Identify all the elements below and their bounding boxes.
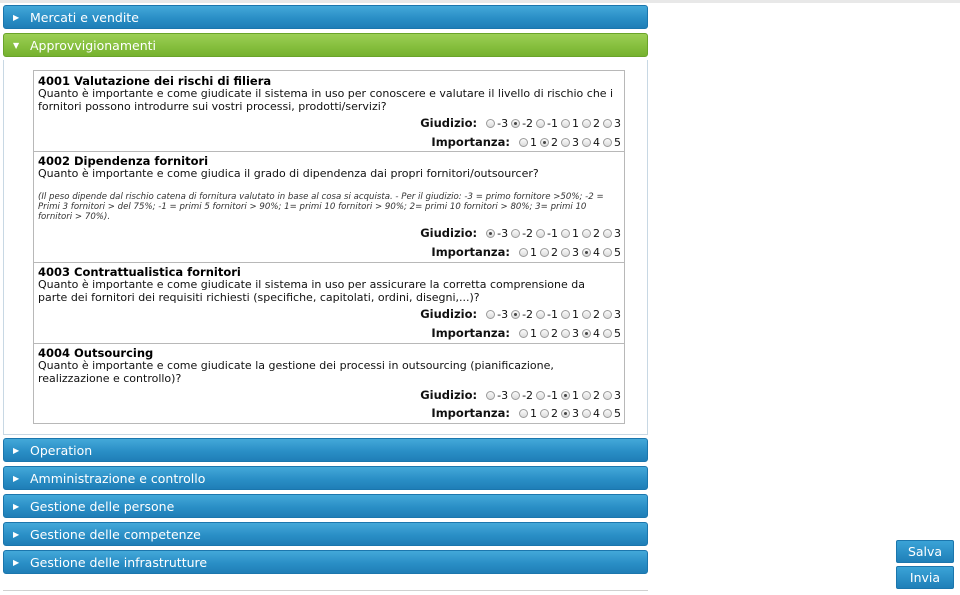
option-label: 4: [593, 326, 600, 340]
giudizio-option[interactable]: [511, 117, 533, 130]
section-label: Approvvigionamenti: [30, 38, 157, 53]
option-label: 1: [530, 326, 537, 340]
importanza-option[interactable]: [561, 327, 579, 340]
option-label: 1: [572, 226, 579, 240]
importanza-option[interactable]: [519, 407, 537, 420]
radio-button[interactable]: [603, 409, 612, 418]
radio-button[interactable]: [561, 138, 570, 147]
section-label: Amministrazione e controllo: [30, 471, 206, 486]
option-label: 2: [593, 226, 600, 240]
giudizio-option[interactable]: [486, 389, 508, 402]
radio-button[interactable]: [561, 329, 570, 338]
radio-button[interactable]: [603, 248, 612, 257]
option-label: -2: [522, 226, 534, 240]
radio-button[interactable]: [603, 310, 612, 319]
option-label: 2: [593, 116, 600, 130]
giudizio-label: Giudizio:: [420, 307, 478, 321]
send-button[interactable]: Invia: [896, 566, 954, 589]
radio-button[interactable]: [582, 119, 591, 128]
radio-button[interactable]: [511, 229, 520, 238]
option-label: -2: [522, 116, 534, 130]
option-label: 1: [530, 406, 537, 420]
option-label: 2: [593, 388, 600, 402]
radio-button[interactable]: [561, 409, 570, 418]
option-label: -2: [522, 388, 534, 402]
radio-button[interactable]: [582, 138, 591, 147]
radio-button[interactable]: [582, 229, 591, 238]
radio-button[interactable]: [519, 329, 528, 338]
giudizio-option[interactable]: [486, 227, 508, 240]
importanza-option[interactable]: [540, 327, 558, 340]
radio-button[interactable]: [536, 391, 545, 400]
importanza-option[interactable]: [519, 327, 537, 340]
option-label: 1: [572, 388, 579, 402]
radio-button[interactable]: [511, 119, 520, 128]
radio-button[interactable]: [603, 329, 612, 338]
section-label: Gestione delle competenze: [30, 527, 201, 542]
option-label: 3: [572, 135, 579, 149]
giudizio-option[interactable]: [603, 227, 621, 240]
radio-button[interactable]: [582, 310, 591, 319]
radio-button[interactable]: [603, 229, 612, 238]
importanza-options: [516, 407, 621, 420]
option-label: 3: [614, 226, 621, 240]
option-label: 2: [551, 135, 558, 149]
radio-button[interactable]: [519, 138, 528, 147]
question-title: 4001 Valutazione dei rischi di filiera: [38, 74, 272, 88]
save-button[interactable]: Salva: [896, 540, 954, 563]
radio-button[interactable]: [536, 310, 545, 319]
radio-button[interactable]: [519, 409, 528, 418]
option-label: -3: [497, 226, 509, 240]
radio-button[interactable]: [486, 310, 495, 319]
giudizio-option[interactable]: [582, 389, 600, 402]
giudizio-label: Giudizio:: [420, 388, 478, 402]
importanza-options: [516, 246, 621, 259]
radio-button[interactable]: [511, 391, 520, 400]
giudizio-option[interactable]: [486, 308, 508, 321]
question-title: 4004 Outsourcing: [38, 346, 154, 360]
radio-button[interactable]: [561, 310, 570, 319]
giudizio-options: [483, 389, 621, 402]
importanza-option[interactable]: [603, 246, 621, 259]
section-label: Mercati e vendite: [30, 10, 139, 25]
importanza-option[interactable]: [561, 246, 579, 259]
radio-button[interactable]: [486, 119, 495, 128]
option-label: 3: [614, 307, 621, 321]
radio-button[interactable]: [603, 391, 612, 400]
radio-button[interactable]: [540, 138, 549, 147]
option-label: 5: [614, 326, 621, 340]
question-description: Quanto è importante e come giudicate la gestione dei processi in outsourcing (pianificazione, realizzazione e controllo)?: [38, 359, 554, 385]
question-description: Quanto è importante e come giudica il grado di dipendenza dai propri fornitori/outsourcer?: [38, 167, 539, 180]
importanza-label: Importanza:: [431, 245, 510, 259]
radio-button[interactable]: [561, 391, 570, 400]
caret-right-icon: ▶: [13, 558, 20, 567]
giudizio-option[interactable]: [561, 308, 579, 321]
option-label: 2: [593, 307, 600, 321]
giudizio-option[interactable]: [536, 227, 558, 240]
importanza-option[interactable]: [561, 136, 579, 149]
question-title: 4003 Contrattualistica fornitori: [38, 265, 241, 279]
giudizio-label: Giudizio:: [420, 226, 478, 240]
option-label: -1: [547, 226, 558, 240]
top-border: [0, 0, 960, 3]
question-title: 4002 Dipendenza fornitori: [38, 154, 209, 168]
giudizio-option[interactable]: [536, 308, 558, 321]
giudizio-option[interactable]: [603, 389, 621, 402]
radio-button[interactable]: [511, 310, 520, 319]
caret-right-icon: ▶: [13, 446, 20, 455]
giudizio-option[interactable]: [536, 117, 558, 130]
radio-button[interactable]: [540, 248, 549, 257]
option-label: 2: [551, 245, 558, 259]
importanza-row: [431, 325, 621, 341]
question-4004: [33, 344, 625, 424]
caret-right-icon: ▶: [13, 474, 20, 483]
radio-button[interactable]: [540, 329, 549, 338]
giudizio-option[interactable]: [536, 389, 558, 402]
section-mercati-e-vendite[interactable]: [3, 5, 648, 29]
importanza-option[interactable]: [540, 246, 558, 259]
radio-button[interactable]: [603, 138, 612, 147]
caret-right-icon: ▶: [13, 13, 20, 22]
option-label: 5: [614, 245, 621, 259]
option-label: -1: [547, 116, 558, 130]
option-label: 5: [614, 406, 621, 420]
radio-button[interactable]: [582, 248, 591, 257]
question-description: Quanto è importante e come giudicate il sistema in uso per assicurare la corretta comprensione da parte dei fornitori dei requisiti richiesti (specifiche, capitolati, ordini, disegni,...)?: [38, 278, 585, 304]
importanza-option[interactable]: [603, 136, 621, 149]
option-label: 4: [593, 406, 600, 420]
radio-button[interactable]: [486, 391, 495, 400]
giudizio-option[interactable]: [486, 117, 508, 130]
option-label: -3: [497, 388, 509, 402]
radio-button[interactable]: [582, 329, 591, 338]
radio-button[interactable]: [519, 248, 528, 257]
giudizio-option[interactable]: [561, 227, 579, 240]
option-label: -3: [497, 307, 509, 321]
option-label: 3: [572, 406, 579, 420]
giudizio-option[interactable]: [561, 117, 579, 130]
giudizio-option[interactable]: [603, 117, 621, 130]
importanza-option[interactable]: [603, 407, 621, 420]
giudizio-options: [483, 117, 621, 130]
section-operation[interactable]: [3, 438, 648, 462]
section-gestione-delle-persone[interactable]: [3, 494, 648, 518]
giudizio-option[interactable]: [582, 117, 600, 130]
caret-down-icon: ▼: [13, 41, 20, 50]
bottom-border: [3, 590, 648, 593]
importanza-option[interactable]: [519, 136, 537, 149]
option-label: -1: [547, 388, 558, 402]
option-label: -1: [547, 307, 558, 321]
section-gestione-delle-infrastrutture[interactable]: [3, 550, 648, 574]
importanza-options: [516, 327, 621, 340]
question-4003: [33, 263, 625, 344]
section-gestione-delle-competenze[interactable]: [3, 522, 648, 546]
importanza-options: [516, 136, 621, 149]
giudizio-options: [483, 227, 621, 240]
option-label: 4: [593, 135, 600, 149]
radio-button[interactable]: [536, 119, 545, 128]
giudizio-row: [420, 115, 621, 131]
radio-button[interactable]: [486, 229, 495, 238]
question-description: Quanto è importante e come giudicate il sistema in uso per conoscere e valutare il livello di rischio che i fornitori possono introdurre sui vostri processi, prodotti/servizi?: [38, 87, 614, 113]
question-note: (Il peso dipende dal rischio catena di fornitura valutato in base al cosa si acquista. - Per il giudizio: -3 = primo fornitore >50%; -2 = Primi 3 fornitori > del 75%; -1 = primi 5 fornitori > 90%; 1= primi 10 fornitori > 90%; 2= primi 10 fornitori > 80%; 3= primi 10 fornitori > 70%).: [38, 192, 604, 222]
giudizio-row: [420, 387, 621, 403]
giudizio-option[interactable]: [582, 227, 600, 240]
radio-button[interactable]: [561, 248, 570, 257]
importanza-row: [431, 405, 621, 421]
section-amministrazione-e-controllo[interactable]: [3, 466, 648, 490]
option-label: 1: [530, 135, 537, 149]
option-label: 3: [614, 388, 621, 402]
giudizio-option[interactable]: [603, 308, 621, 321]
radio-button[interactable]: [582, 391, 591, 400]
option-label: 3: [572, 245, 579, 259]
option-label: 1: [572, 116, 579, 130]
importanza-option[interactable]: [582, 246, 600, 259]
importanza-option[interactable]: [519, 246, 537, 259]
section-label: Gestione delle persone: [30, 499, 175, 514]
option-label: -3: [497, 116, 509, 130]
option-label: 5: [614, 135, 621, 149]
section-label: Operation: [30, 443, 93, 458]
giudizio-option[interactable]: [561, 389, 579, 402]
importanza-label: Importanza:: [431, 135, 510, 149]
option-label: 2: [551, 406, 558, 420]
radio-button[interactable]: [561, 119, 570, 128]
giudizio-option[interactable]: [511, 227, 533, 240]
option-label: 3: [572, 326, 579, 340]
radio-button[interactable]: [536, 229, 545, 238]
importanza-option[interactable]: [540, 136, 558, 149]
importanza-option[interactable]: [603, 327, 621, 340]
importanza-row: [431, 134, 621, 150]
option-label: 4: [593, 245, 600, 259]
option-label: 1: [572, 307, 579, 321]
giudizio-option[interactable]: [511, 308, 533, 321]
importanza-option[interactable]: [582, 136, 600, 149]
caret-right-icon: ▶: [13, 530, 20, 539]
giudizio-option[interactable]: [582, 308, 600, 321]
giudizio-row: [420, 306, 621, 322]
giudizio-options: [483, 308, 621, 321]
giudizio-row: [420, 225, 621, 241]
approvvigionamenti-panel: [3, 60, 648, 435]
caret-right-icon: ▶: [13, 502, 20, 511]
importanza-row: [431, 244, 621, 260]
radio-button[interactable]: [540, 409, 549, 418]
giudizio-option[interactable]: [511, 389, 533, 402]
question-4002: [33, 152, 625, 263]
radio-button[interactable]: [582, 409, 591, 418]
section-label: Gestione delle infrastrutture: [30, 555, 208, 570]
importanza-option[interactable]: [582, 407, 600, 420]
importanza-option[interactable]: [582, 327, 600, 340]
question-4001: [33, 70, 625, 152]
importanza-label: Importanza:: [431, 406, 510, 420]
importanza-option[interactable]: [540, 407, 558, 420]
giudizio-label: Giudizio:: [420, 116, 478, 130]
option-label: -2: [522, 307, 534, 321]
radio-button[interactable]: [603, 119, 612, 128]
option-label: 2: [551, 326, 558, 340]
radio-button[interactable]: [561, 229, 570, 238]
option-label: 1: [530, 245, 537, 259]
importanza-label: Importanza:: [431, 326, 510, 340]
section-approvvigionamenti[interactable]: [3, 33, 648, 57]
option-label: 3: [614, 116, 621, 130]
importanza-option[interactable]: [561, 407, 579, 420]
